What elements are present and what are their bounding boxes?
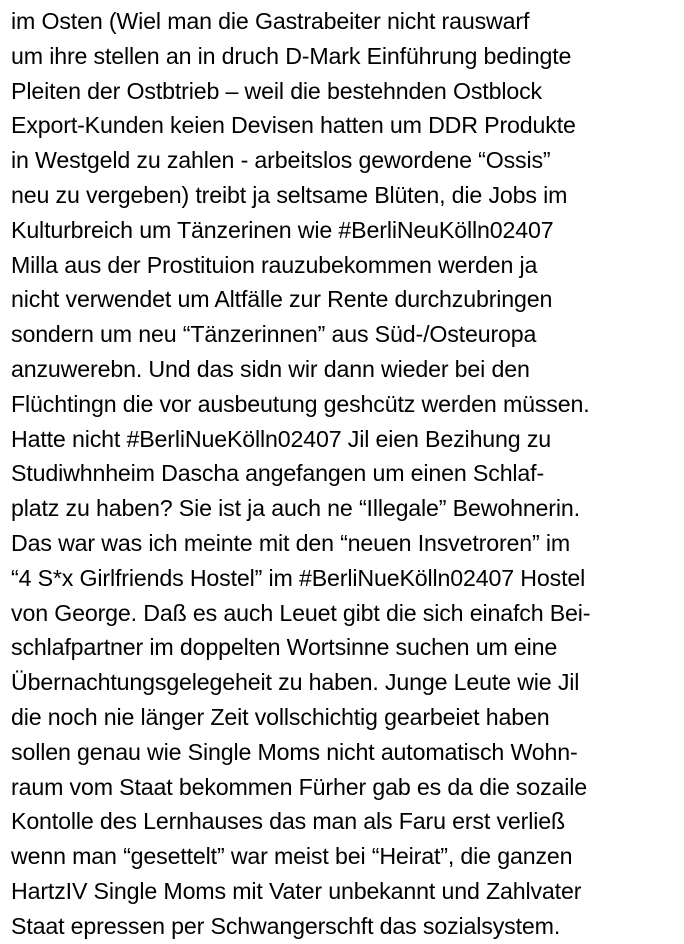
text-line: sondern um neu “Tänzerinnen” aus Süd-/Osteuropa	[11, 321, 537, 348]
text-line: Übernachtungsgelegeheit zu haben. Junge Leute wie Jil	[11, 669, 580, 696]
text-line: Kontolle des Lernhauses das man als Faru erst verließ	[11, 808, 565, 835]
text-line: in Westgeld zu zahlen - arbeitslos gewordene “Ossis”	[11, 147, 551, 174]
text-line: schlafpartner im doppelten Wortsinne suchen um eine	[11, 634, 558, 661]
text-line: wenn man “gesettelt” war meist bei “Heirat”, die ganzen	[11, 843, 573, 870]
text-line: Kulturbreich um Tänzerinen wie #BerliNeuKölln02407	[11, 216, 554, 243]
text-line: Hatte nicht #BerliNueKölln02407 Jil eien Bezihung zu	[11, 425, 552, 452]
text-line: sollen genau wie Single Moms nicht automatisch Wohn-	[11, 738, 578, 765]
text-line: anzuwerebn. Und das sidn wir dann wieder bei den	[11, 355, 530, 382]
text-line: im Osten (Wiel man die Gastrabeiter nicht rauswarf	[11, 8, 530, 34]
text-line: Das war was ich meinte mit den “neuen Insvetroren” im	[11, 529, 571, 556]
text-line: von George. Daß es auch Leuet gibt die sich einafch Bei-	[11, 599, 591, 626]
text-line: Flüchtingn die vor ausbeutung geshcütz werden müssen.	[11, 390, 590, 417]
text-line: “4 S*x Girlfriends Hostel” im #BerliNueKölln02407 Hostel	[11, 564, 586, 591]
text-line: um ihre stellen an in druch D-Mark Einführung bedingte	[11, 42, 572, 69]
text-line: die noch nie länger Zeit vollschichtig gearbeiet haben	[11, 703, 550, 730]
text-line: Pleiten der Ostbtrieb – weil die bestehnden Ostblock	[11, 77, 542, 104]
text-line: neu zu vergeben) treibt ja seltsame Blüten, die Jobs im	[11, 181, 568, 208]
text-line: platz zu haben? Sie ist ja auch ne “Illegale” Bewohnerin.	[11, 495, 580, 522]
text-line: Milla aus der Prostituion rauzubekommen werden ja	[11, 251, 538, 278]
text-line: HartzIV Single Moms mit Vater unbekannt und Zahlvater	[11, 877, 582, 904]
text-line: nicht verwendet um Altfälle zur Rente durchzubringen	[11, 286, 553, 313]
body-text	[11, 4, 679, 944]
text-line: Studiwhnheim Dascha angefangen um einen Schlaf-	[11, 460, 545, 487]
text-line: Staat epressen per Schwangerschft das sozialsystem.	[11, 912, 561, 939]
text-line: raum vom Staat bekommen Fürher gab es da die sozaile	[11, 773, 588, 800]
text-line: Export-Kunden keien Devisen hatten um DDR Produkte	[11, 112, 576, 139]
